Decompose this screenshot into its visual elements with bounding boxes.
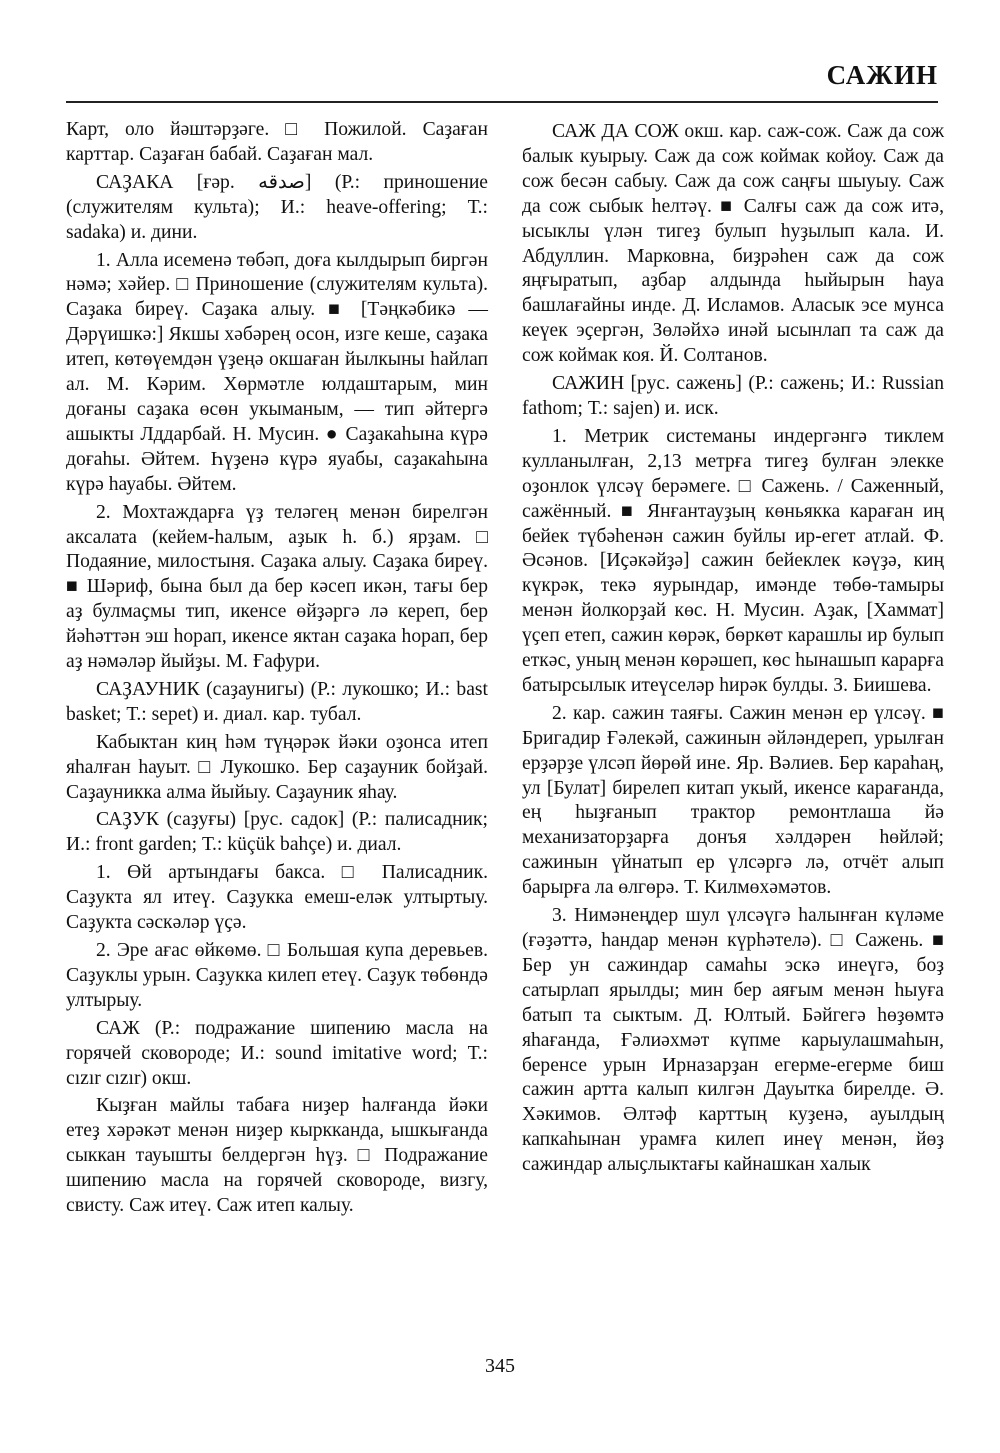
running-head: САЖИН <box>826 60 938 90</box>
entry-saduk: САҘУК (саҙуғы) [рус. садок] (Р.: палисадник; И.: front garden; Т.: küçük bahçe) и. диал. <box>66 809 488 856</box>
header-rule <box>66 101 938 103</box>
entry-sadaka: САҘАКА [ғәр. صدقه] (Р.: приношение (служителям культа); И.: heave-offering; Т.: sadaka) и. дини. <box>66 171 488 243</box>
sense-paragraph: 1. Метрик системаны индергәнгә тиклем кулланылған, 2,13 метрға тигеҙ булған элекке оҙонлок үлсәү берәмеге. □ Сажень. / Саженный, сажённый. ■ Янғантауҙың көньякка караған иң бейек түбәһенән сажин буйлы ир-егет атлай. Ф. Әсәнов. [Иҫәкәйҙә] сажин бейеклек кәүҙә, киң күкрәк, текә яурындар, имәнде төбө-тамыры менән йолкорҙай көс. Н. Мусин. Аҙак, [Хаммат] үҫеп етеп, сажин көрәк, бөркөт карашлы ир булып еткәс, уның менән көрәшеп, көс һынашып карарға батырсылык итеүселәр һирәк булды. З. Биишева. <box>522 425 944 696</box>
sense-paragraph: 3. Нимәнеңдер шул үлсәүгә һалынған күләме (ғәҙәттә, һандар менән күрһәтелә). □ Сажень. ■ Бер ун сажиндар самаһы эскә инеүгә, боҙ сатырлап ярылды; мин бер аяғым менән һыуға батып та сыктым. Д. Юлтый. Бәйгегә һөҙөмтә яһағанда, Ғәлиәхмәт күпме карыулашмаһын, беренсе урын Ирназарҙан егерме-егерме биш сажин артта калып килгән Дауытка бирелде. Ә. Хәкимов. Әлтәф карттың куҙенә, ауылдың капкаһынан урамға килеп инеү менән, йөҙ сажиндар алыҫлыктағы кайнашкан халык <box>522 905 944 1176</box>
sense-paragraph: 1. Өй артындағы бакса. □ Палисадник. Саҙукта ял итеү. Саҙукка емеш-еләк ултыртыу. Саҙукта сәскәләр үҫә. <box>66 862 488 934</box>
sense-paragraph: 2. Эре ағас өйкөмө. □ Большая купа деревьев. Саҙуклы урын. Саҙукка килеп етеү. Саҙук төбөндә ултырыу. <box>66 940 488 1011</box>
page-number: 345 <box>485 1355 515 1377</box>
sense-paragraph: 2. Мохтаждарға үҙ теләгең менән бирелгән аксалата (кейем-һалым, аҙык һ. б.) ярҙам. □ Подаяние, милостыня. Саҙака алыу. Саҙака биреү. ■ Шәриф, бына был да бер кәсеп икән, тағы бер аҙ булмаҫмы тип, икенсе өйҙәргә лә кереп, бер йәһәттән эш һорап, икенсе яктан саҙака һорап, бер аҙ нәмәләр йыйҙы. М. Ғафури. <box>66 501 488 673</box>
sense-paragraph: Кыҙған майлы табаға ниҙер һалғанда йәки етеҙ хәрәкәт менән ниҙер кырккандa, ышкығанда сыккан тауышты белдергән һүҙ. □ Подражание шипению масла на горячей сковороде, визгу, свисту. Саж итеү. Саж итеп калыу. <box>66 1095 488 1217</box>
sense-paragraph: Кабыктан киң һәм түңәрәк йәки оҙонса итеп яһалған һауыт. □ Лукошко. Бер саҙауник бойҙай. Саҙауникка алма йыйыу. Саҙауник яһау. <box>66 731 488 803</box>
left-column <box>66 118 488 1222</box>
entry-sazhin: САЖИН [рус. сажень] (Р.: сажень; И.: Russian fathom; Т.: sajen) и. иск. <box>522 373 944 419</box>
sense-paragraph: 2. кар. сажин таяғы. Сажин менән ер үлсәү. ■ Бригадир Ғәлекәй, сажинын әйләндереп, урылған ерҙәрҙе үлсәп йөрөй ине. Яр. Вәлиев. Бер караһаң, ул [Булат] бирелеп китап укый, икенсе карағанда, ең һыҙғанып трактор ремонтлаша йә механизаторҙарға донъя хәлдәрен һөйләй; сажинын үйнатып ер үлсәргә лә, отчёт алып барырға ла өлгөрә. Т. Килмөхәмәтов. <box>522 702 944 899</box>
right-column <box>522 118 944 1181</box>
sense-paragraph: 1. Алла исеменә төбәп, доға кылдырып биргән нәмә; хәйер. □ Приношение (служителям культа). Саҙака биреү. Саҙака алыу. ■ [Тәңкәбикә — Дәрүишкә:] Якшы хәбәрең осон, изге кеше, саҙака итеп, көтөүемдән үҙеңә окшаған йылкыны һайлап ал. М. Кәрим. Хөрмәтле юлдаштарым, мин доғаны саҙака өсөн укыманым, — тип әйтергә ашыкты Лддарбай. Н. Мусин. ● Саҙакаһына күрә доғаһы. Әйтем. Һүҙенә күрә яуабы, саҙакаһына күрә һауабы. Әйтем. <box>66 249 488 495</box>
entry-sadaunik: САҘАУНИК (саҙаунигы) (Р.: лукошко; И.: bast basket; Т.: sepet) и. диал. кар. тубал. <box>66 678 488 725</box>
entry-sazh: САЖ (Р.: подражание шипению масла на горячей сковороде; И.: sound imitative word; Т.: cızır cızır) окш. <box>66 1017 488 1089</box>
entry-continuation: Карт, оло йәштәрҙәге. □ Пожилой. Саҙаған карттар. Саҙаған бабай. Саҙаған мал. <box>66 119 488 165</box>
entry-sazh-da-sozh: САЖ ДА СОЖ окш. кар. саж-сож. Саж да сож балык куырыу. Саж да сож коймак койоу. Саж да сож бесән сабыу. Саж да сож саңғы шыуыу. Саж да сож сыбык һелтәү. ■ Салғы саж да сож итә, ысыклы үлән тигеҙ булып һуҙылып кала. И. Абдуллин. Марковна, биҙрәһен саж да сож яңғыратып, аҙбар алдында һыйырын һауа башлағайны инде. Д. Исламов. Аласык эсе мунса кеүек эҫергән, Зөләйхә инәй ысынлап та саж да сож коймак коя. Й. Солтанов. <box>522 121 944 367</box>
